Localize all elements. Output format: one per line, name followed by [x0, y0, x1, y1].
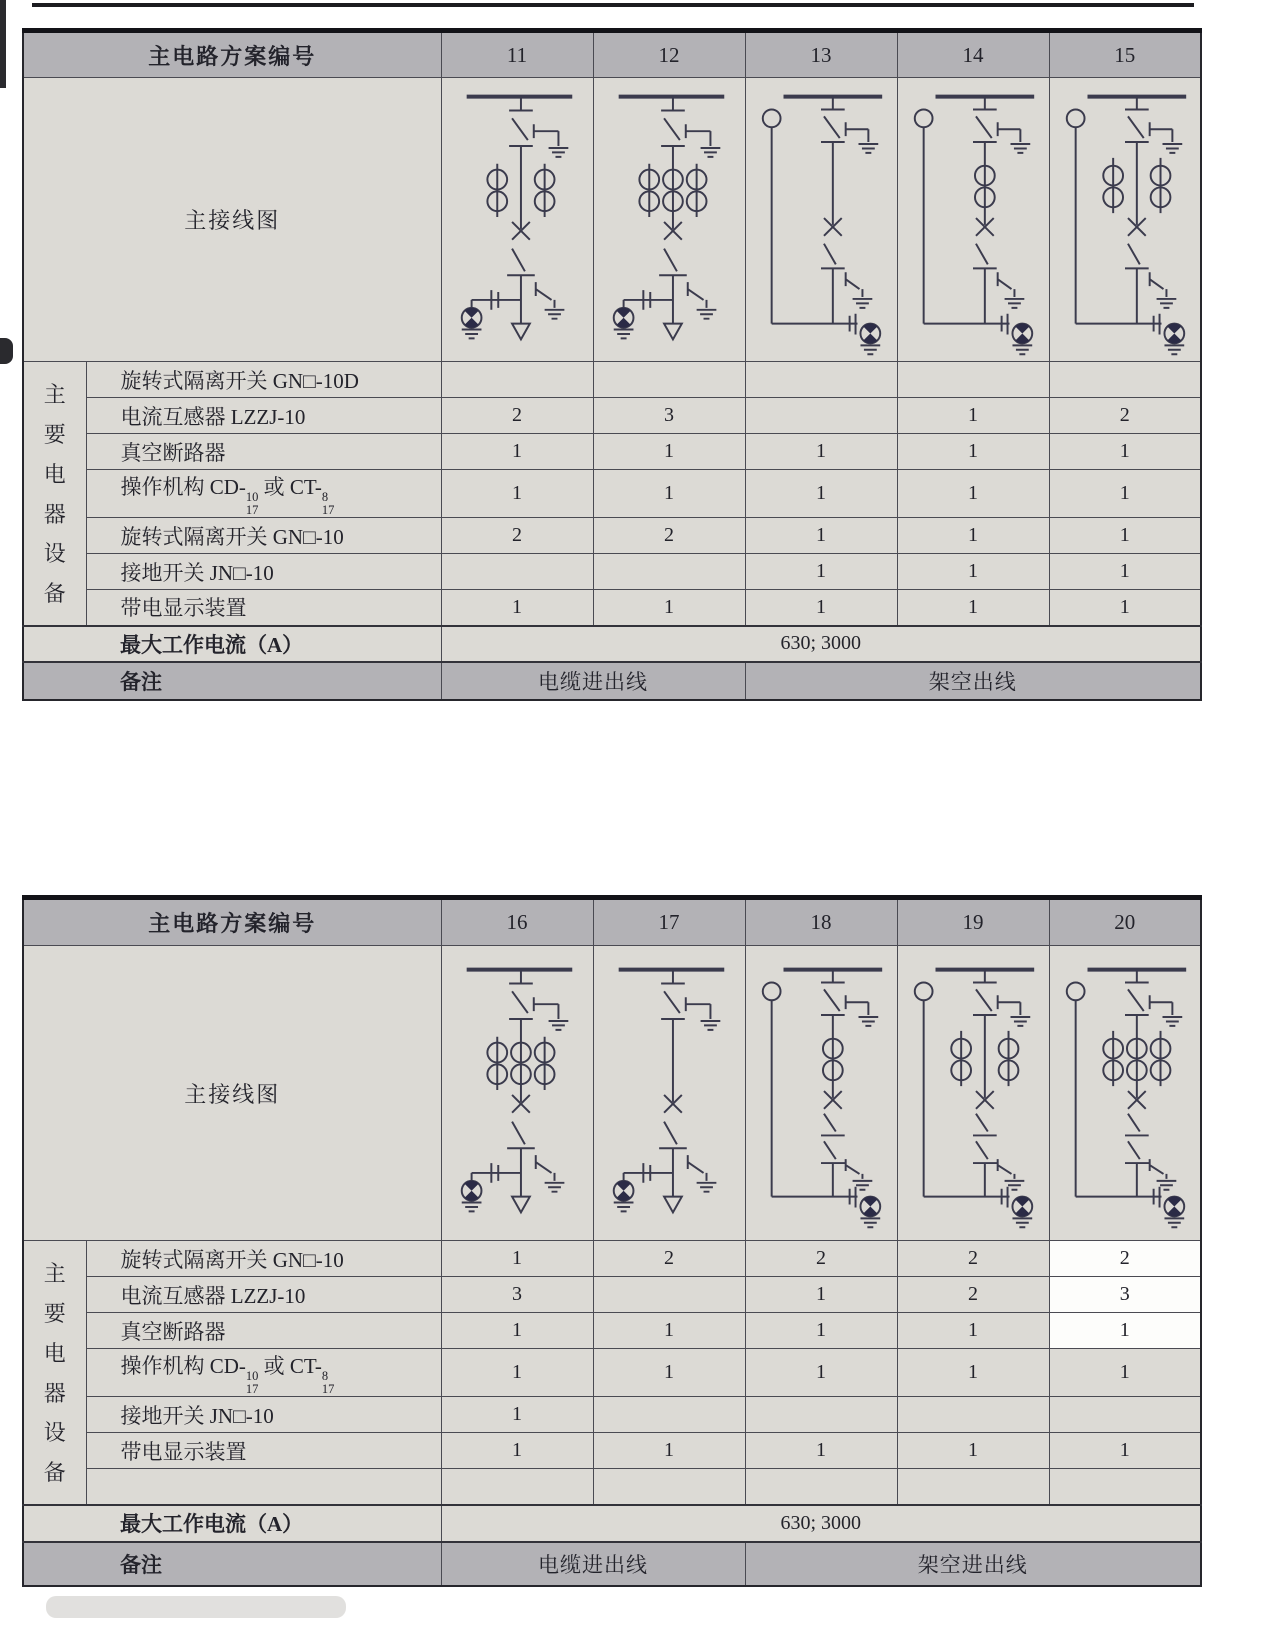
- equipment-count: [745, 398, 897, 434]
- equipment-label: 接地开关 JN□-10: [86, 554, 441, 590]
- diagram-row-label: 主接线图: [23, 946, 441, 1241]
- equipment-label-rich: [86, 1349, 441, 1397]
- max-current-row: [23, 626, 1201, 662]
- equipment-row: [23, 1349, 1201, 1397]
- equipment-count: 1: [745, 470, 897, 518]
- equipment-count: 3: [441, 1277, 593, 1313]
- equipment-count: 1: [745, 590, 897, 626]
- equipment-count: 1: [897, 1433, 1049, 1469]
- equipment-count: [441, 362, 593, 398]
- equipment-count: 1: [1049, 554, 1201, 590]
- equipment-count: 1: [897, 590, 1049, 626]
- fraction-top: 8: [321, 490, 329, 504]
- equipment-count: 1: [593, 434, 745, 470]
- header-row: [23, 31, 1201, 78]
- equipment-row: [23, 362, 1201, 398]
- equipment-count: 1: [593, 590, 745, 626]
- equipment-count: [593, 1469, 745, 1505]
- scan-artifact: [0, 0, 6, 88]
- equipment-count: [745, 1469, 897, 1505]
- equipment-count: 1: [897, 1349, 1049, 1397]
- scheme-number: 18: [745, 898, 897, 946]
- equipment-count: [897, 1469, 1049, 1505]
- diagram-row: [23, 946, 1201, 1241]
- side-label-char: 备: [43, 1460, 66, 1486]
- equipment-count: 1: [897, 554, 1049, 590]
- diagram-cell-scheme-16: [441, 946, 593, 1241]
- equipment-count: 1: [1049, 434, 1201, 470]
- equipment-count: 1: [745, 554, 897, 590]
- scan-artifact: [0, 338, 13, 364]
- equipment-count: [1049, 1397, 1201, 1433]
- fraction-top: 10: [245, 490, 259, 504]
- fraction-bottom: 17: [321, 1381, 335, 1396]
- fraction-bottom: 17: [321, 502, 335, 517]
- max-current-label: 最大工作电流（A）: [23, 626, 441, 662]
- equipment-count: [1049, 1469, 1201, 1505]
- equipment-count: 3: [593, 398, 745, 434]
- equipment-count: 1: [745, 1277, 897, 1313]
- max-current-row: [23, 1505, 1201, 1542]
- equipment-count: 2: [441, 398, 593, 434]
- remark-value: 电缆进出线: [441, 662, 745, 700]
- equipment-label: 电流互感器 LZZJ-10: [86, 398, 441, 434]
- equipment-count: 1: [1049, 590, 1201, 626]
- equipment-count: 1: [897, 518, 1049, 554]
- equipment-count: 1: [897, 398, 1049, 434]
- fraction: [246, 491, 259, 516]
- diagram-cell-scheme-12: [593, 78, 745, 362]
- equipment-count: [441, 1469, 593, 1505]
- label-text: 操作机构 CD-: [120, 475, 246, 499]
- equipment-count: 1: [745, 1313, 897, 1349]
- fraction-top: 10: [245, 1369, 259, 1383]
- equipment-count: 1: [1049, 1433, 1201, 1469]
- side-label-char: 器: [43, 1380, 66, 1406]
- equipment-count: 2: [441, 518, 593, 554]
- scan-edge-line: [32, 3, 1194, 7]
- scheme-number: 13: [745, 31, 897, 78]
- label-text: 或 CT-: [258, 1354, 322, 1378]
- remark-row: [23, 662, 1201, 700]
- equipment-row: [23, 1241, 1201, 1277]
- equipment-count: 1: [441, 1433, 593, 1469]
- main-wiring-diagram-scheme-20: [1050, 953, 1200, 1233]
- label-text: 操作机构 CD-: [120, 1354, 246, 1378]
- diagram-cell-scheme-19: [897, 946, 1049, 1241]
- scheme-number: 14: [897, 31, 1049, 78]
- scheme-header-label: 主电路方案编号: [23, 31, 441, 78]
- equipment-count: [593, 554, 745, 590]
- side-label-cell: [23, 1241, 86, 1505]
- equipment-count: [745, 362, 897, 398]
- side-label-char: 主: [43, 382, 66, 408]
- fraction-bottom: 17: [245, 1381, 259, 1396]
- scheme-number: 19: [897, 898, 1049, 946]
- equipment-count: [593, 1277, 745, 1313]
- diagram-row-label: 主接线图: [23, 78, 441, 362]
- equipment-label: 带电显示装置: [86, 590, 441, 626]
- equipment-label: 接地开关 JN□-10: [86, 1397, 441, 1433]
- equipment-count: 1: [745, 434, 897, 470]
- equipment-count: [593, 362, 745, 398]
- equipment-count: 2: [897, 1241, 1049, 1277]
- equipment-count: 1: [593, 1313, 745, 1349]
- equipment-count: 1: [745, 1433, 897, 1469]
- main-wiring-diagram-scheme-17: [594, 953, 744, 1233]
- fraction: [246, 1370, 259, 1395]
- scheme-table-16-20-wrap: [22, 895, 1202, 1587]
- remark-value: 架空进出线: [745, 1542, 1201, 1586]
- equipment-count: 1: [441, 470, 593, 518]
- equipment-count: 1: [897, 1313, 1049, 1349]
- main-wiring-diagram-scheme-18: [746, 953, 896, 1233]
- main-wiring-diagram-scheme-13: [746, 80, 896, 360]
- main-wiring-diagram-scheme-16: [442, 953, 592, 1233]
- equipment-count: [897, 362, 1049, 398]
- equipment-count: [1049, 362, 1201, 398]
- equipment-count: 1: [1049, 518, 1201, 554]
- equipment-count: 1: [897, 434, 1049, 470]
- equipment-row: [23, 434, 1201, 470]
- equipment-label: 旋转式隔离开关 GN□-10: [86, 1241, 441, 1277]
- max-current-value: 630; 3000: [441, 626, 1201, 662]
- equipment-label: 旋转式隔离开关 GN□-10D: [86, 362, 441, 398]
- equipment-count: [897, 1397, 1049, 1433]
- equipment-count: 1: [441, 1349, 593, 1397]
- diagram-cell-scheme-14: [897, 78, 1049, 362]
- diagram-cell-scheme-15: [1049, 78, 1201, 362]
- equipment-label: 带电显示装置: [86, 1433, 441, 1469]
- label-text: 或 CT-: [258, 475, 322, 499]
- diagram-cell-scheme-18: [745, 946, 897, 1241]
- equipment-count: [745, 1397, 897, 1433]
- remark-label: 备注: [23, 662, 441, 700]
- equipment-count: 1: [441, 1397, 593, 1433]
- equipment-count: 1: [593, 1433, 745, 1469]
- scheme-number: 12: [593, 31, 745, 78]
- side-label-vertical: [24, 1248, 86, 1496]
- equipment-row: [23, 554, 1201, 590]
- equipment-count: 3: [1049, 1277, 1201, 1313]
- side-label-char: 设: [43, 541, 66, 567]
- equipment-count: 1: [593, 470, 745, 518]
- equipment-count: 1: [441, 590, 593, 626]
- side-label-char: 器: [43, 501, 66, 527]
- scheme-number: 16: [441, 898, 593, 946]
- side-label-char: 要: [43, 421, 66, 447]
- scheme-table-11-15-wrap: [22, 28, 1202, 701]
- equipment-count: 1: [1049, 1349, 1201, 1397]
- main-wiring-diagram-scheme-12: [594, 80, 744, 360]
- remark-value: 架空出线: [745, 662, 1201, 700]
- scheme-number: 20: [1049, 898, 1201, 946]
- side-label-char: 设: [43, 1420, 66, 1446]
- equipment-count: 1: [1049, 1313, 1201, 1349]
- scheme-number: 11: [441, 31, 593, 78]
- side-label-char: 主: [43, 1261, 66, 1287]
- equipment-label: 真空断路器: [86, 1313, 441, 1349]
- max-current-label: 最大工作电流（A）: [23, 1505, 441, 1542]
- remark-value: 电缆进出线: [441, 1542, 745, 1586]
- equipment-count: 2: [1049, 398, 1201, 434]
- equipment-count: 1: [441, 1313, 593, 1349]
- equipment-count: 2: [1049, 1241, 1201, 1277]
- diagram-cell-scheme-11: [441, 78, 593, 362]
- equipment-count: 2: [897, 1277, 1049, 1313]
- equipment-label-rich: [86, 470, 441, 518]
- fraction: [322, 491, 335, 516]
- side-label-char: 备: [43, 581, 66, 607]
- side-label-char: 电: [43, 1340, 66, 1366]
- equipment-count: 2: [745, 1241, 897, 1277]
- scheme-number: 15: [1049, 31, 1201, 78]
- fraction-bottom: 17: [245, 502, 259, 517]
- equipment-label: 真空断路器: [86, 434, 441, 470]
- side-label-char: 电: [43, 461, 66, 487]
- equipment-row: [23, 1313, 1201, 1349]
- diagram-cell-scheme-13: [745, 78, 897, 362]
- equipment-count: 1: [1049, 470, 1201, 518]
- scheme-table-2: [22, 895, 1202, 1587]
- remark-row: [23, 1542, 1201, 1586]
- header-row: [23, 898, 1201, 946]
- main-wiring-diagram-scheme-14: [898, 80, 1048, 360]
- main-wiring-diagram-scheme-11: [442, 80, 592, 360]
- equipment-label: 旋转式隔离开关 GN□-10: [86, 518, 441, 554]
- equipment-count: 1: [441, 434, 593, 470]
- side-label-cell: [23, 362, 86, 626]
- diagram-cell-scheme-20: [1049, 946, 1201, 1241]
- fraction-top: 8: [321, 1369, 329, 1383]
- equipment-label: [86, 1469, 441, 1505]
- equipment-count: 1: [745, 518, 897, 554]
- equipment-count: 1: [745, 1349, 897, 1397]
- equipment-row: [23, 518, 1201, 554]
- equipment-row: [23, 1433, 1201, 1469]
- equipment-count: [441, 554, 593, 590]
- diagram-cell-scheme-17: [593, 946, 745, 1241]
- equipment-label: 电流互感器 LZZJ-10: [86, 1277, 441, 1313]
- equipment-row: [23, 590, 1201, 626]
- equipment-count: 1: [593, 1349, 745, 1397]
- equipment-count: 1: [897, 470, 1049, 518]
- equipment-count: 2: [593, 1241, 745, 1277]
- diagram-row: [23, 78, 1201, 362]
- equipment-row: [23, 1469, 1201, 1505]
- main-wiring-diagram-scheme-15: [1050, 80, 1200, 360]
- side-label-vertical: [24, 369, 86, 617]
- equipment-count: 1: [441, 1241, 593, 1277]
- equipment-count: 2: [593, 518, 745, 554]
- scheme-table-1: [22, 28, 1202, 701]
- equipment-row: [23, 1397, 1201, 1433]
- equipment-row: [23, 398, 1201, 434]
- equipment-count: [593, 1397, 745, 1433]
- remark-label: 备注: [23, 1542, 441, 1586]
- side-label-char: 要: [43, 1300, 66, 1326]
- equipment-row: [23, 470, 1201, 518]
- main-wiring-diagram-scheme-19: [898, 953, 1048, 1233]
- scheme-number: 17: [593, 898, 745, 946]
- scheme-header-label: 主电路方案编号: [23, 898, 441, 946]
- equipment-row: [23, 1277, 1201, 1313]
- fraction: [322, 1370, 335, 1395]
- scan-artifact: [46, 1596, 346, 1618]
- max-current-value: 630; 3000: [441, 1505, 1201, 1542]
